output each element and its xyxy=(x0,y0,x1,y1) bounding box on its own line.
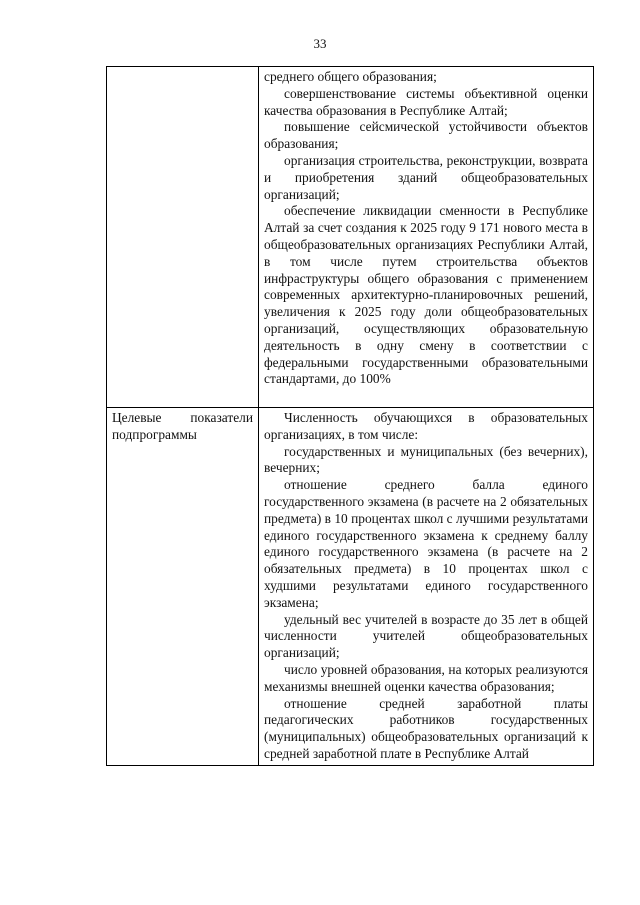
paragraph: организация строительства, реконструкции, возврата и приобретения зданий общеобразовательных организаций; xyxy=(264,152,588,202)
paragraph: Численность обучающихся в образовательных организациях, в том числе: xyxy=(264,410,588,442)
row-content xyxy=(259,408,594,766)
paragraph: отношение средней заработной платы педагогических работников государственных (муниципальных) общеобразовательных организаций к средней заработной плате в Республике Алтай xyxy=(264,695,588,761)
table-row xyxy=(107,408,594,766)
paragraph: удельный вес учителей в возрасте до 35 лет в общей численности учителей общеобразовательных организаций; xyxy=(264,611,588,661)
paragraph: государственных и муниципальных (без вечерних), вечерних; xyxy=(264,443,588,476)
table-row xyxy=(107,67,594,408)
passport-table xyxy=(106,66,594,766)
paragraph: повышение сейсмической устойчивости объектов образования; xyxy=(264,119,588,152)
paragraph: число уровней образования, на которых реализуются механизмы внешней оценки качества образования; xyxy=(264,661,588,694)
row-label-empty xyxy=(107,67,259,408)
paragraph: обеспечение ликвидации сменности в Республике Алтай за счет создания к 2025 году 9 171 нового места в общеобразовательных организациях Республики Алтай, в том числе путем строительства объектов инфраструктуры общего образования с применением современных архитектурно-планировочных решений, увеличения к 2025 году доли общеобразовательных организаций, осуществляющих образовательную деятельность в одну смену в соответствии с федеральными государственными образовательными стандартами, до 100% xyxy=(264,203,588,387)
row-label-target-indicators: Целевые показатели подпрограммы xyxy=(107,408,259,766)
paragraph: отношение среднего балла единого государственного экзамена (в расчете на 2 обязательных предмета) в 10 процентах школ с лучшими результатами единого государственного экзамена к среднему баллу единого государственного экзамена (в расчете на 2 обязательных предмета) в 10 процентах школ с худшими результатами единого государственного экзамена; xyxy=(264,477,588,610)
paragraph: совершенствование системы объективной оценки качества образования в Республике Алтай; xyxy=(264,85,588,118)
row-content xyxy=(259,67,594,408)
paragraph: среднего общего образования; xyxy=(264,69,437,84)
page-number: 33 xyxy=(313,36,327,51)
